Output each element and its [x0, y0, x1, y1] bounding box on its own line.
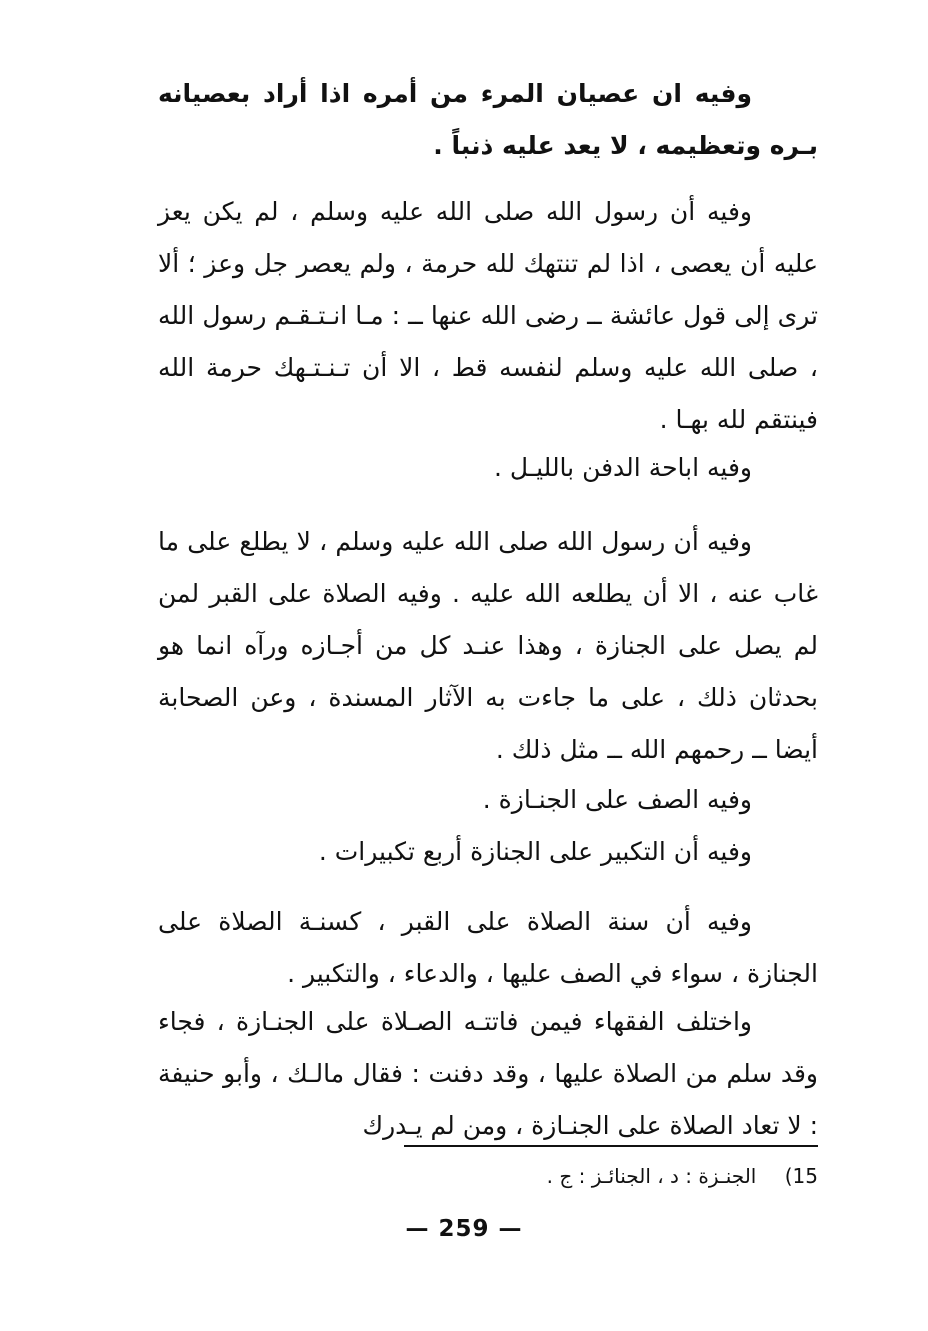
- paragraph-4: وفيه أن رسول الله صلى الله عليه وسلم ، لا يطلع على ما غاب عنه ، الا أن يطلعه الله عليه . وفيه الصلاة على القبر لمن لم يصل على الجنازة ، وهذا عنـد كل من أجـازه ورآه انما هو بحدثان ذلك ، على ما جاءت به الآثار المسندة ، وعن الصحابة أيضا ــ رحمهم الله ــ مثل ذلك .: [158, 527, 818, 764]
- paragraph-8: واختلف الفقهاء فيمن فاتتـه الصـلاة على الجنـازة ، فجاء وقد سلم من الصلاة عليها ، وقد دفنت : فقال مالـك ، وأبو حنيفة : لا تعاد الصلاة على الجنـازة ، ومن لم يـدرك: [158, 1007, 818, 1140]
- paragraph-3: وفيه اباحة الدفن بالليـل .: [493, 453, 752, 482]
- footnote-number: 15): [784, 1164, 818, 1188]
- paragraph-5: وفيه الصف على الجنـازة .: [482, 785, 752, 814]
- page-number: — 259 —: [405, 1216, 523, 1242]
- paragraph-1: وفيه ان عصيان المرء من أمره اذا أراد بعصيانه بـره وتعظيمه ، لا يعد عليه ذنباً .: [158, 79, 818, 160]
- paragraph-7: وفيه أن سنة الصلاة على القبر ، كسنـة الصلاة على الجنازة ، سواء في الصف عليها ، والدعاء ، والتكبير .: [158, 907, 818, 988]
- paragraph-6: وفيه أن التكبير على الجنازة أربع تكبيرات .: [318, 837, 752, 866]
- footnote-divider: [404, 1145, 818, 1147]
- footnote: [404, 1160, 818, 1192]
- footnote-text: الجنـزة : د ، الجنائـز : ج .: [546, 1164, 757, 1188]
- paragraph-2: وفيه أن رسول الله صلى الله عليه وسلم ، لم يكن يعز عليه أن يعصى ، اذا لم تنتهك لله حرمة ، ولم يعصر جل وعز ؛ ألا ترى إلى قول عائشة ــ رضى الله عنها ــ : مـا انـتـقـم رسول الله ، صلى الله عليه وسلم لنفسه قط ، الا أن تـنـتـهك حرمة الله فينتقم لله بهـا .: [158, 197, 818, 434]
